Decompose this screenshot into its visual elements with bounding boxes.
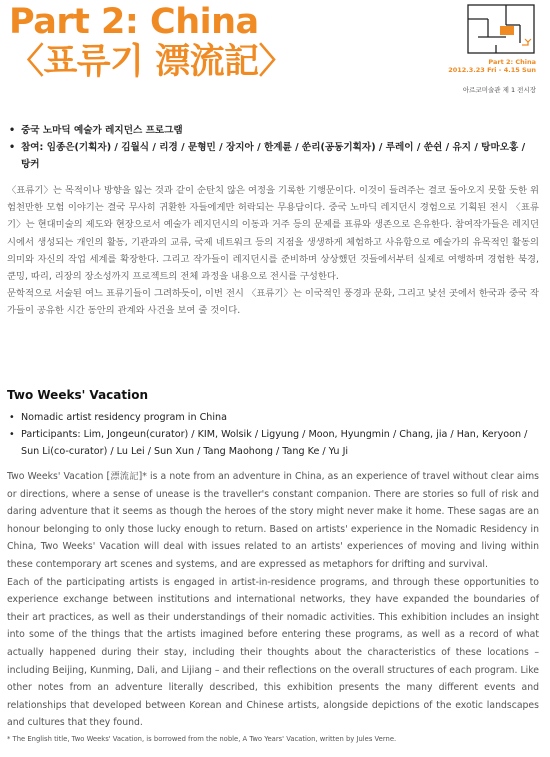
english-heading: Two Weeks' Vacation	[7, 388, 149, 402]
exhibition-dates: 2012.3.23 Fri - 4.15 Sun	[448, 66, 536, 74]
english-section	[7, 388, 539, 743]
floor-plan-diagram	[466, 3, 536, 55]
korean-participants-item: • 참여: 임종은(기획자) / 김월식 / 리경 / 문형민 / 장지아 / 한계륜 / 쑨리(공동기획자) / 루레이 / 쑨쉰 / 유지 / 탕마오홍 / 탕커	[7, 139, 539, 173]
footnote: * The English title, Two Weeks' Vacation, is borrowed from the noble, A Two Years' Vacation, written by Jules Verne.	[7, 734, 397, 743]
exhibition-label: Part 2: China	[488, 58, 536, 66]
title-line-1: Part 2: China	[9, 2, 259, 42]
english-bullet-list	[7, 409, 539, 460]
korean-bullet-list	[7, 122, 539, 173]
english-participants-item: • Participants: Lim, Jongeun(curator) / KIM, Wolsik / Ligyung / Moon, Hyungmin / Chang, jia / Han, Keryoon / Sun Li(co-curator) / Lu Lei / Sun Xun / Tang Maohong / Tang Ke / Yu Ji	[7, 426, 539, 460]
title-line-2: 〈표류기 漂流記〉	[9, 42, 294, 82]
korean-paragraph-1: 〈표류기〉는 목적이나 방향을 잃는 것과 같이 순탄치 않은 여정을 기록한 기행문이다. 이것이 들려주는 결코 돌아오지 못할 듯한 위험천만한 모험 이야기는 결국 무사히 귀환한 자들에게만 허락되는 무용담이다. 중국 노마딕 레지던시 경험으로 기획된 전시 〈표류기〉는 현대미술의 제도와 현장으로서 예술가 레지던시의 이동과 거주 등의 문제를 표류와 생존으로 은유한다. 참여작가들은 레지던시에서 생성되는 개인의 활동, 기관과의 교류, 국제 네트워크 등의 지점을 생생하게 체험하고 사유함으로 예술가의 유목적인 활동의 의미와 자신의 작업 세계를 확장한다. 그리고 작가들이 레지던시를 준비하며 상상했던 것들에서부터 실제로 여행하며 경험한 북경, 쿤밍, 따리, 리장의 장소성까지 프로젝트의 전체 과정을 내용으로 전시를 구성한다.	[7, 185, 539, 283]
korean-paragraph-2: 문학적으로 서술된 여느 표류기들이 그려하듯이, 이번 전시 〈표류기〉는 이국적인 풍경과 문화, 그리고 낯선 곳에서 한국과 중국 작가들이 공유한 시간 동안의 관계와 사건을 보여 줄 것이다.	[7, 288, 539, 317]
english-paragraph-1: Two Weeks' Vacation [漂流記]* is a note from an adventure in China, as an experience of travel without clear aims or directions, where a sense of unease is the traveller's constant companion. There are stories so full of risk and daring adventure that it seems as though the heroes of the story might never make it home. These sagas are an honour belonging to only those lucky enough to return. Based on artists' experience in the Nomadic Residency in China, Two Weeks' Vacation will deal with issues related to an artists' experiences of moving and living within these contemporary art scenes and systems, and are expressed as metaphors for drifting and survival.	[7, 471, 539, 570]
english-paragraph-2: Each of the participating artists is engaged in artist-in-residence programs, and through these opportunities to experience exchange between institutions and international networks, they have expanded the boundaries of their art practices, as well as their understandings of their nomadic activities. This exhibition includes an insight into some of the things that the artists imagined before entering these programs, as well as a record of what actually happened during their stay, including their thoughts about the characteristics of these locations – including Beijing, Kunming, Dali, and Lijiang – and their reflections on the overall structures of each program. Like other notes from an adventure literally described, this exhibition presents the many different events and relationships that developed between Korean and Chinese artists, alongside depictions of the exotic landscapes and cultures that they found.	[7, 576, 539, 729]
korean-section	[7, 122, 539, 320]
exhibition-info	[448, 58, 536, 74]
page-title	[9, 2, 293, 82]
venue-label: 아르코미술관 제 1 전시장	[462, 86, 536, 94]
korean-program-item: • 중국 노마딕 예술가 레지던스 프로그램	[7, 122, 539, 139]
english-program-item: • Nomadic artist residency program in China	[7, 409, 539, 426]
